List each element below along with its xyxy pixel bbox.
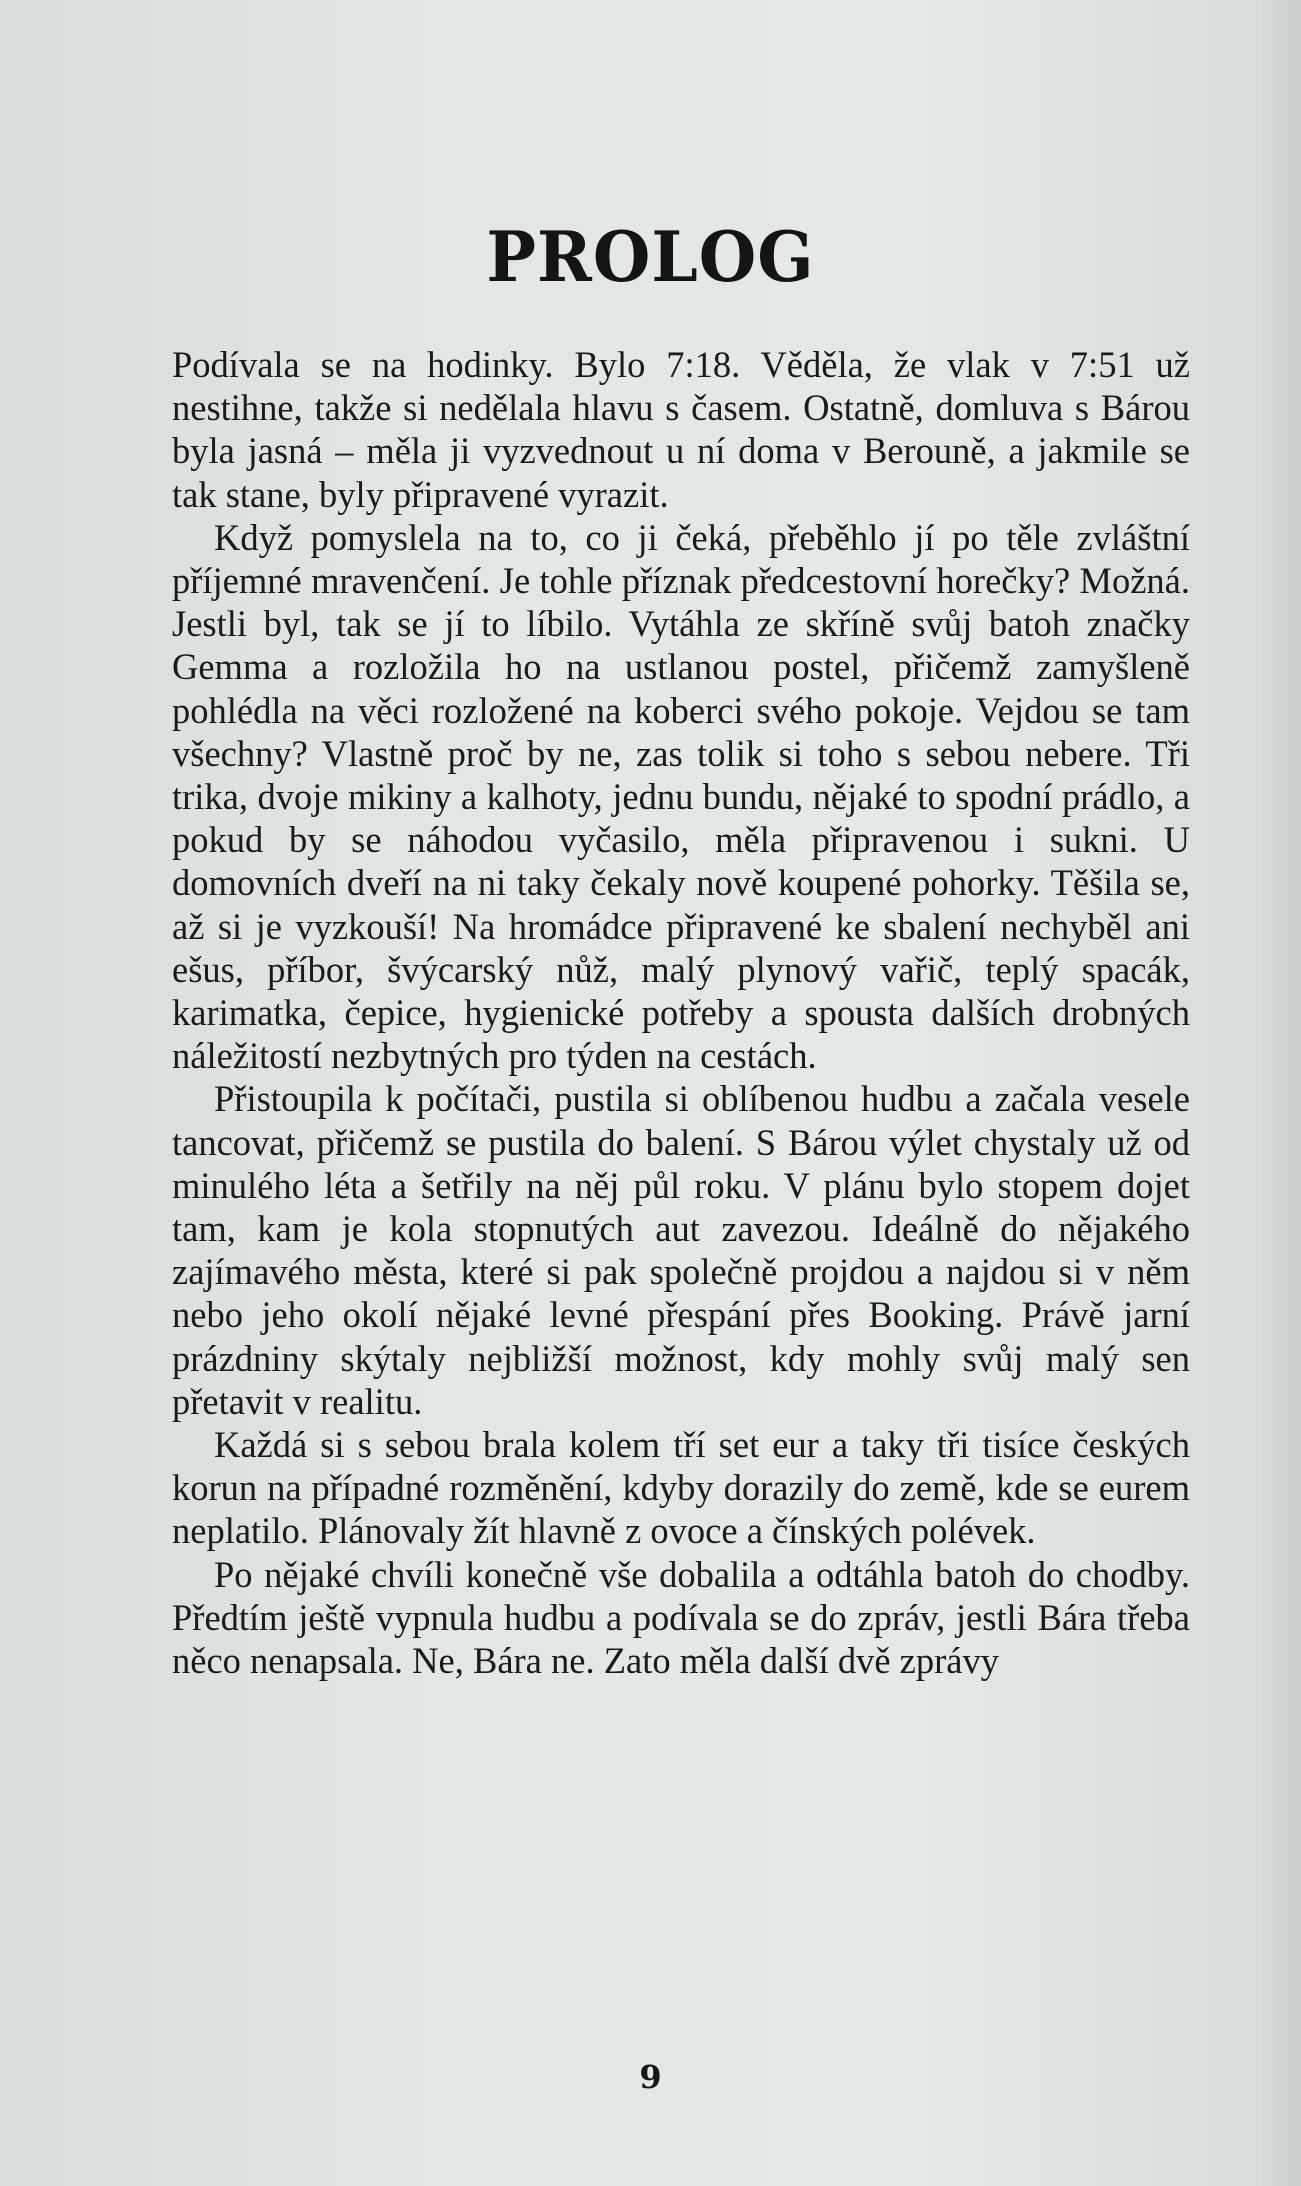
page-number: 9 bbox=[639, 2058, 662, 2096]
page-edge-shadow bbox=[1261, 0, 1301, 2186]
paragraph-5: Po nějaké chvíli konečně vše dobalila a odtáhla batoh do chodby. Předtím ještě vypnula hudbu a podívala se do zpráv, jestli Bára třeba něco nenapsala. Ne, Bára ne. Zato měla další dvě zprávy bbox=[172, 1553, 1190, 1682]
paragraph-4: Každá si s sebou brala kolem tří set eur a taky tři tisíce českých korun na případné rozměnění, kdyby dorazily do země, kde se eurem neplatilo. Plánovaly žít hlavně z ovoce a čínských polévek. bbox=[172, 1424, 1190, 1552]
paragraph-3: Přistoupila k počítači, pustila si oblíbenou hudbu a začala vesele tancovat, přičemž se pustila do balení. S Bárou výlet chystaly už od minulého léta a šetřily na něj půl roku. V plánu bylo stopem dojet tam, kam je kola stopnutých aut zavezou. Ideálně do nějakého zajímavého města, které si pak společně projdou a najdou si v něm nebo jeho okolí nějaké levné přespání přes Booking. Právě jarní prázdniny skýtaly nejbližší možnost, kdy mohly svůj malý sen přetavit v realitu. bbox=[172, 1078, 1190, 1422]
body-text bbox=[172, 343, 1190, 1682]
paragraph-1: Podívala se na hodinky. Bylo 7:18. Věděla, že vlak v 7:51 už nestihne, takže si nedělala hlavu s časem. Ostatně, domluva s Bárou byla jasná – měla ji vyzvednout u ní doma v Berouně, a jakmile se tak stane, byly připravené vyrazit. bbox=[172, 344, 1190, 515]
chapter-title: PROLOG bbox=[486, 216, 815, 298]
paragraph-2: Když pomyslela na to, co ji čeká, přeběhlo jí po těle zvláštní příjemné mravenčení. Je tohle příznak předcestovní horečky? Možná. Jestli byl, tak se jí to líbilo. Vytáhla ze skříně svůj batoh značky Gemma a rozložila ho na ustlanou postel, přičemž zamyšleně pohlédla na věci rozložené na koberci svého pokoje. Vejdou se tam všechny? Vlastně proč by ne, zas tolik si toho s sebou nebere. Tři trika, dvoje mikiny a kalhoty, jednu bundu, nějaké to spodní prádlo, a pokud by se náhodou vyčasilo, měla připravenou i sukni. U domovních dveří na ni taky čekaly nově koupené pohorky. Těšila se, až si je vyzkouší! Na hromádce připravené ke sbalení nechyběl ani ešus, příbor, švýcarský nůž, malý plynový vařič, teplý spacák, karimatka, čepice, hygienické potřeby a spousta dalších drobných náležitostí nezbytných pro týden na cestách. bbox=[172, 516, 1190, 1077]
